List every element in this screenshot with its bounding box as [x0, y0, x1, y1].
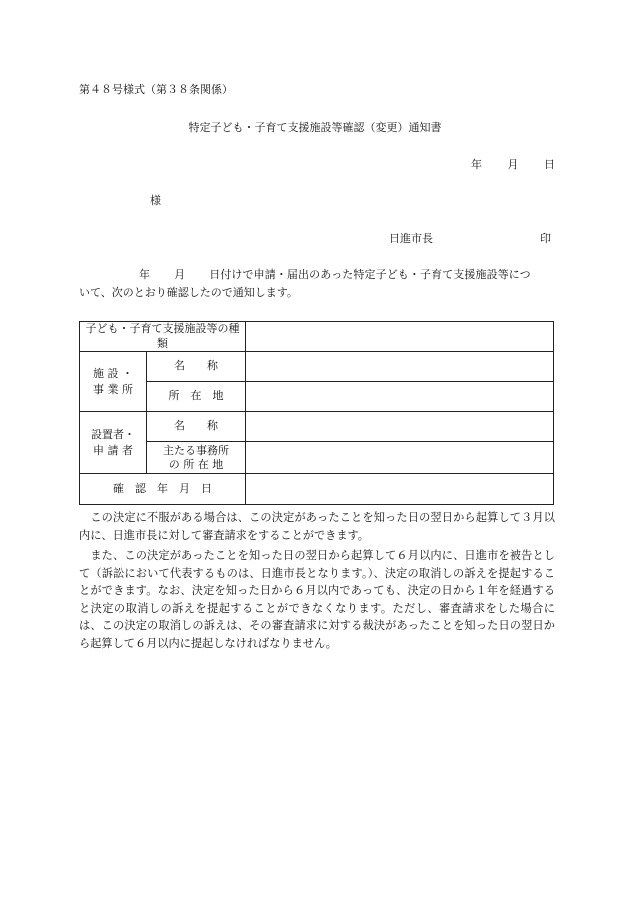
- applicant-name-value[interactable]: [246, 412, 554, 442]
- date-line: [471, 158, 555, 172]
- applicant-group-line1: 設置者・: [91, 427, 135, 441]
- facility-group-line2: 事 業 所: [93, 382, 133, 396]
- seal-mark: 印: [540, 232, 551, 245]
- table-row: [80, 352, 554, 382]
- confirmation-table: [79, 321, 554, 505]
- lawsuit-paragraph: また、この決定があったことを知った日の翌日から起算して６月以内に、日進市を被告として（訴訟において代表するものは、日進市長となります。）、決定の取消しの訴えを提起することができます。なお、決定を知った日から６月以内であっても、決定の日から１年を経過すると決定の取消しの訴えを提起することができなくなります。ただし、審査請求をした場合には、この決定の取消しの訴えは、その審査請求に対する裁決があったことを知った日の翌日から起算して６月以内に提起しなければなりません。: [79, 549, 555, 650]
- document-title: 特定子ども・子育て支援施設等確認（変更）通知書: [188, 121, 442, 134]
- notice-year: 年: [139, 268, 151, 281]
- applicant-group-label: [80, 412, 147, 474]
- date-month: 月: [507, 158, 519, 171]
- applicant-office-line1: 主たる事務所: [163, 443, 229, 457]
- date-year: 年: [471, 158, 482, 171]
- applicant-office-value[interactable]: [246, 442, 554, 474]
- facility-group-line1: 施 設 ・: [93, 366, 133, 380]
- issuer-name: 日進市長: [389, 232, 433, 245]
- form-number: 第４８号様式（第３８条関係）: [79, 83, 233, 96]
- applicant-group-line2: 申 請 者: [93, 443, 133, 457]
- notice-line-1: [79, 268, 553, 282]
- applicant-office-line2: の 所 在 地: [168, 457, 224, 471]
- facility-kind-label: 子ども・子育て支援施設等の種類: [80, 322, 246, 352]
- confirm-date-value[interactable]: [246, 474, 554, 505]
- notice-text: [79, 268, 553, 301]
- facility-location-value[interactable]: [246, 382, 554, 412]
- appeal-paragraph: この決定に不服がある場合は、この決定があったことを知った日の翌日から起算して３月以内に、日進市長に対して審査請求をすることができます。: [79, 511, 555, 542]
- applicant-office-label: [147, 442, 246, 474]
- facility-name-value[interactable]: [246, 352, 554, 382]
- facility-location-label: 所 在 地: [147, 382, 246, 412]
- notice-line-2: いて、次のとおり確認したので通知します。: [79, 286, 298, 300]
- confirm-date-label: 確 認 年 月 日: [80, 474, 246, 505]
- date-day: 日: [544, 158, 555, 171]
- notice-month: 月: [174, 268, 186, 281]
- facility-group-label: [80, 352, 147, 412]
- notice-line-1-rest: 日付けで申請・届出のあった特定子ども・子育て支援施設等につ: [209, 268, 531, 281]
- table-row: [80, 382, 554, 412]
- table-row: [80, 442, 554, 474]
- facility-name-label: 名 称: [147, 352, 246, 382]
- table-row: [80, 412, 554, 442]
- facility-kind-value[interactable]: [246, 322, 554, 352]
- addressee-suffix: 様: [150, 194, 161, 207]
- applicant-name-label: 名 称: [147, 412, 246, 442]
- table-row: [80, 322, 554, 352]
- table-row: [80, 474, 554, 505]
